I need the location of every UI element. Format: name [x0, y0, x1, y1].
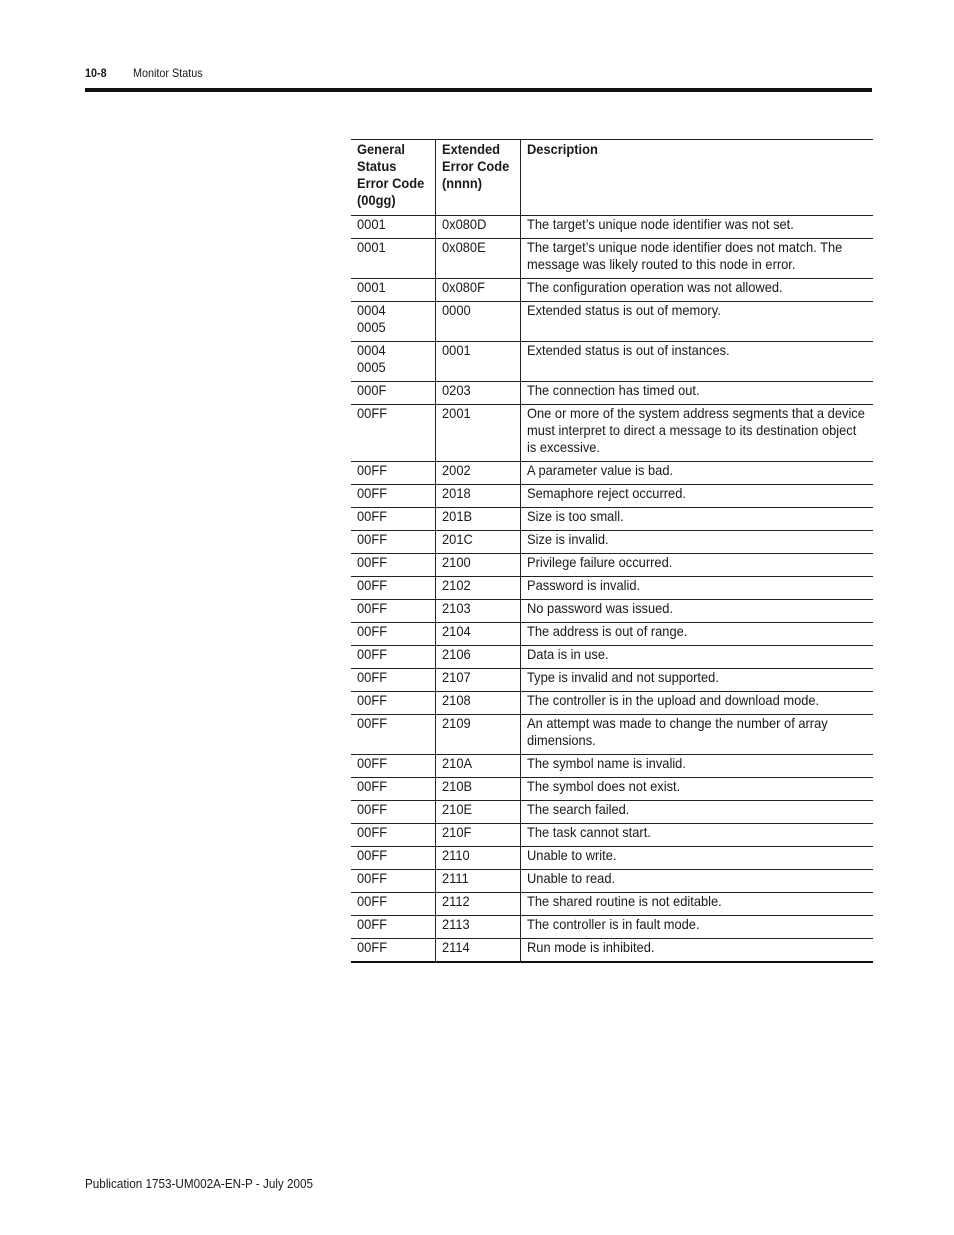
general-status-cell: 00FF — [351, 916, 435, 939]
extended-error-cell: 0001 — [435, 342, 520, 382]
general-status-cell: 000F — [351, 382, 435, 405]
general-status-cell: 00FF — [351, 692, 435, 715]
description-cell: A parameter value is bad. — [520, 462, 873, 485]
general-status-cell: 00FF — [351, 847, 435, 870]
description-cell: The task cannot start. — [520, 824, 873, 847]
description-cell: The target’s unique node identifier does not match. The message was likely routed to this node in error. — [520, 239, 873, 279]
table-row — [351, 824, 873, 847]
extended-error-cell: 0000 — [435, 302, 520, 342]
extended-error-cell: 2018 — [435, 485, 520, 508]
general-status-cell: 00FF — [351, 600, 435, 623]
description-cell: Extended status is out of instances. — [520, 342, 873, 382]
general-status-cell: 0004 0005 — [351, 302, 435, 342]
general-status-cell: 00FF — [351, 669, 435, 692]
table-row — [351, 755, 873, 778]
table-row — [351, 508, 873, 531]
section-title: Monitor Status — [133, 66, 203, 80]
table-row — [351, 646, 873, 669]
general-status-cell: 00FF — [351, 508, 435, 531]
description-cell: Privilege failure occurred. — [520, 554, 873, 577]
general-status-cell: 00FF — [351, 646, 435, 669]
general-status-cell: 00FF — [351, 824, 435, 847]
table-row — [351, 302, 873, 342]
description-cell: The search failed. — [520, 801, 873, 824]
description-cell: Data is in use. — [520, 646, 873, 669]
general-status-cell: 0001 — [351, 279, 435, 302]
description-cell: The symbol does not exist. — [520, 778, 873, 801]
table-row — [351, 382, 873, 405]
description-cell: Extended status is out of memory. — [520, 302, 873, 342]
general-status-cell: 00FF — [351, 485, 435, 508]
table-row — [351, 554, 873, 577]
table-row — [351, 778, 873, 801]
extended-error-cell: 2107 — [435, 669, 520, 692]
general-status-cell: 0001 — [351, 216, 435, 239]
extended-error-cell: 2103 — [435, 600, 520, 623]
extended-error-cell: 0x080E — [435, 239, 520, 279]
extended-error-cell: 2108 — [435, 692, 520, 715]
description-cell: The connection has timed out. — [520, 382, 873, 405]
extended-error-cell: 210E — [435, 801, 520, 824]
description-cell: Password is invalid. — [520, 577, 873, 600]
table-row — [351, 669, 873, 692]
extended-error-cell: 2114 — [435, 939, 520, 963]
table-row — [351, 847, 873, 870]
extended-error-cell: 2110 — [435, 847, 520, 870]
extended-error-cell: 210A — [435, 755, 520, 778]
extended-error-cell: 0x080F — [435, 279, 520, 302]
general-status-cell: 00FF — [351, 939, 435, 963]
general-status-cell: 00FF — [351, 462, 435, 485]
error-code-table — [351, 139, 873, 963]
table-row — [351, 870, 873, 893]
description-cell: Unable to read. — [520, 870, 873, 893]
extended-error-cell: 210F — [435, 824, 520, 847]
table-row — [351, 623, 873, 646]
general-status-cell: 00FF — [351, 801, 435, 824]
general-status-cell: 0004 0005 — [351, 342, 435, 382]
table-body — [351, 216, 873, 963]
table-row — [351, 600, 873, 623]
table-row — [351, 239, 873, 279]
table-row — [351, 916, 873, 939]
extended-error-cell: 201C — [435, 531, 520, 554]
table-row — [351, 577, 873, 600]
table-row — [351, 715, 873, 755]
column-header-general-status: General Status Error Code (00gg) — [351, 140, 435, 216]
column-header-description: Description — [520, 140, 873, 216]
general-status-cell: 0001 — [351, 239, 435, 279]
table-row — [351, 462, 873, 485]
description-cell: Size is too small. — [520, 508, 873, 531]
page-number: 10-8 — [85, 66, 107, 80]
description-cell: Semaphore reject occurred. — [520, 485, 873, 508]
extended-error-cell: 2100 — [435, 554, 520, 577]
description-cell: No password was issued. — [520, 600, 873, 623]
general-status-cell: 00FF — [351, 405, 435, 462]
table-row — [351, 342, 873, 382]
extended-error-cell: 2109 — [435, 715, 520, 755]
table-row — [351, 893, 873, 916]
table-header-row — [351, 140, 873, 216]
description-cell: The symbol name is invalid. — [520, 755, 873, 778]
description-cell: The configuration operation was not allowed. — [520, 279, 873, 302]
header-rule — [85, 88, 872, 92]
extended-error-cell: 2106 — [435, 646, 520, 669]
description-cell: The controller is in fault mode. — [520, 916, 873, 939]
general-status-cell: 00FF — [351, 778, 435, 801]
extended-error-cell: 2112 — [435, 893, 520, 916]
extended-error-cell: 2001 — [435, 405, 520, 462]
table-row — [351, 531, 873, 554]
table-row — [351, 485, 873, 508]
description-cell: Type is invalid and not supported. — [520, 669, 873, 692]
extended-error-cell: 0x080D — [435, 216, 520, 239]
description-cell: The controller is in the upload and download mode. — [520, 692, 873, 715]
description-cell: One or more of the system address segments that a device must interpret to direct a message to its destination object is excessive. — [520, 405, 873, 462]
general-status-cell: 00FF — [351, 531, 435, 554]
table-row — [351, 279, 873, 302]
table-row — [351, 216, 873, 239]
extended-error-cell: 2104 — [435, 623, 520, 646]
description-cell: Run mode is inhibited. — [520, 939, 873, 963]
table-row — [351, 692, 873, 715]
description-cell: The shared routine is not editable. — [520, 893, 873, 916]
extended-error-cell: 201B — [435, 508, 520, 531]
extended-error-cell: 2111 — [435, 870, 520, 893]
general-status-cell: 00FF — [351, 893, 435, 916]
general-status-cell: 00FF — [351, 577, 435, 600]
extended-error-cell: 0203 — [435, 382, 520, 405]
extended-error-cell: 2102 — [435, 577, 520, 600]
description-cell: The address is out of range. — [520, 623, 873, 646]
table-row — [351, 801, 873, 824]
general-status-cell: 00FF — [351, 755, 435, 778]
publication-footer: Publication 1753-UM002A-EN-P - July 2005 — [85, 1176, 314, 1191]
description-cell: An attempt was made to change the number of array dimensions. — [520, 715, 873, 755]
column-header-extended-error: Extended Error Code (nnnn) — [435, 140, 520, 216]
general-status-cell: 00FF — [351, 715, 435, 755]
table-row — [351, 405, 873, 462]
table-row — [351, 939, 873, 963]
description-cell: Size is invalid. — [520, 531, 873, 554]
extended-error-cell: 2002 — [435, 462, 520, 485]
extended-error-cell: 210B — [435, 778, 520, 801]
general-status-cell: 00FF — [351, 870, 435, 893]
general-status-cell: 00FF — [351, 623, 435, 646]
description-cell: The target’s unique node identifier was not set. — [520, 216, 873, 239]
general-status-cell: 00FF — [351, 554, 435, 577]
extended-error-cell: 2113 — [435, 916, 520, 939]
description-cell: Unable to write. — [520, 847, 873, 870]
